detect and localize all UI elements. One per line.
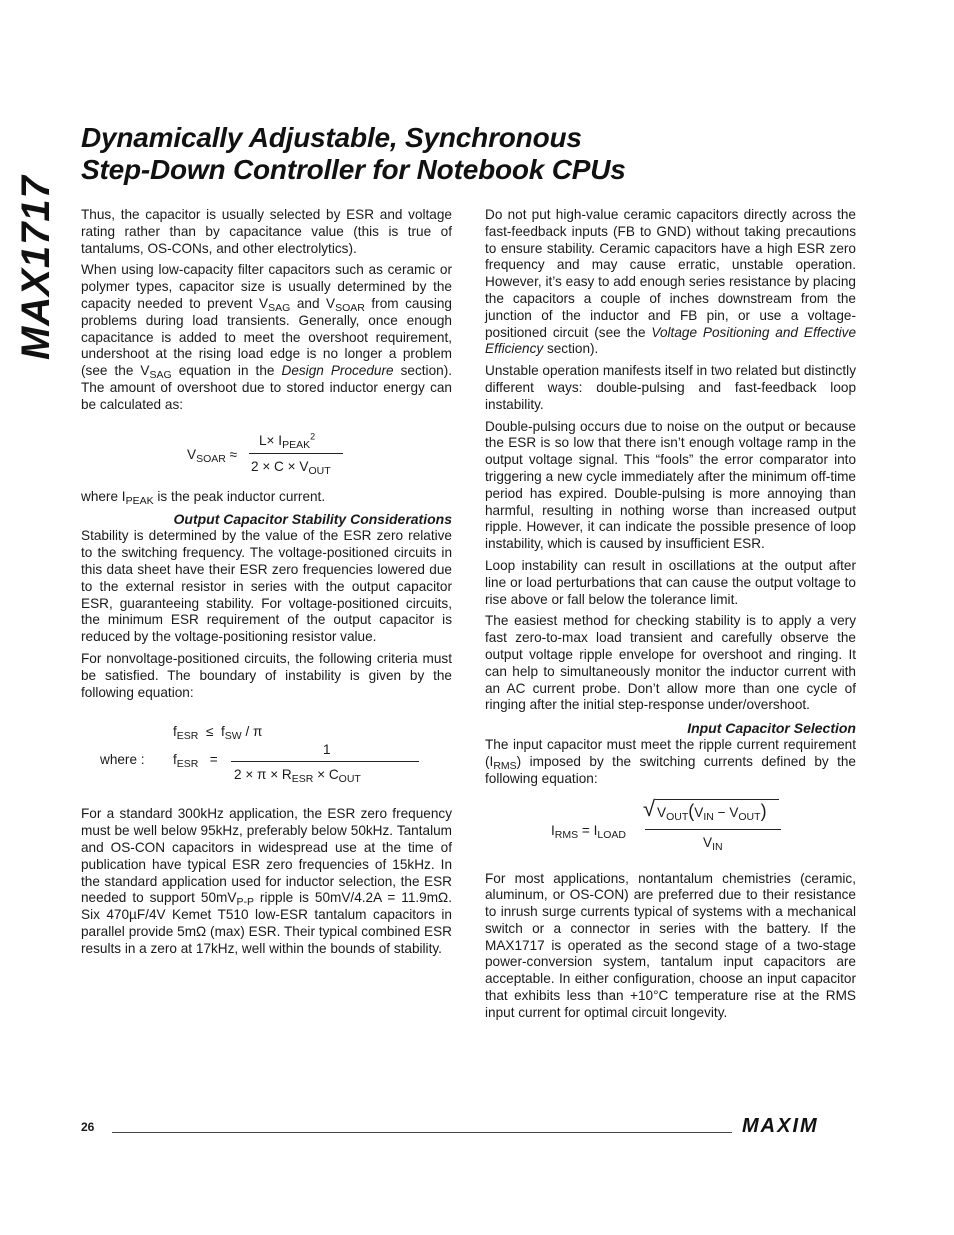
paragraph: Double-pulsing occurs due to noise on the output or because the ESR is so low that there isn’t enough voltage ramp in the output voltage signal. This “fools” the error comparator into triggering a new cycle immediately after the minimum off-time period has expired. Double-pulsing is more annoying than harmful, resulting in nothing worse than increased output ripple. However, it can indicate the possible presence of loop instability, which is caused by insufficient ESR.	[485, 418, 856, 552]
title-line-2: Step-Down Controller for Notebook CPUs	[81, 154, 626, 185]
paragraph: Thus, the capacitor is usually selected by ESR and voltage rating rather than by capacitance value (this is true of tantalums, OS-CONs, and other electrolytics).	[81, 207, 452, 256]
paragraph: The easiest method for checking stability is to apply a very fast zero-to-max load transient and carefully observe the output voltage ripple envelope for overshoot and ringing. It can help to simultaneously monitor the inductor current with an AC current probe. Don’t allow more than one cycle of ringing after the initial step-response under/overshoot.	[485, 613, 856, 713]
paragraph: For most applications, nontantalum chemistries (ceramic, aluminum, or OS-CON) are preferred due to their resistance to inrush surge currents typical of systems with a mechanical switch or a connector in series with the battery. If the MAX1717 is operated as the second stage of a two-stage power-conversion system, tantalum input capacitors are acceptable. In either configuration, choose an input capacitor that exhibits less than +10°C temperature rise at the RMS input current for optimal circuit longevity.	[485, 870, 856, 1020]
page-title	[81, 122, 861, 186]
paragraph: When using low-capacity filter capacitors such as ceramic or polymer types, capacitor size is usually determined by the capacity needed to prevent $V_{SAG}$ and $V_{SOAR}$ from causing problems during load transients. Generally, once enough capacitance is added to meet the overshoot requirement, undershoot at the rising load edge is no longer a problem (see the $V_{SAG}$ equation in the Design Procedure section). The amount of overshoot due to stored inductor energy can be calculated as:	[81, 262, 452, 412]
right-column	[485, 207, 856, 1027]
section-heading-input-capacitor: Input Capacitor Selection	[687, 720, 856, 737]
sqrt-icon: √	[643, 795, 656, 821]
paragraph: where $I_{PEAK}$ is the peak inductor current.	[81, 488, 326, 507]
paragraph: Unstable operation manifests itself in two related but distinctly different ways: double-pulsing and fast-feedback loop instability.	[485, 363, 856, 412]
side-part-number: MAX1717	[14, 175, 58, 360]
maxim-logo: MAXIM	[742, 1115, 819, 1137]
left-column	[81, 207, 452, 963]
section-heading-output-capacitor: Output Capacitor Stability Considerations	[173, 511, 452, 528]
equation-esr-stability: $f_{ESR} \le f_{SW} / \pi$ where : $f_{ESR}$ = 1 $2 \times \pi \times R_{ESR} \times C_{OUT}$	[81, 706, 452, 806]
paragraph: Loop instability can result in oscillations at the output after line or load perturbations that can cause the output voltage to rise above or fall below the tolerance limit.	[485, 557, 856, 607]
paragraph: The input capacitor must meet the ripple current requirement $(I_{RMS})$ imposed by the switching currents defined by the following equation:	[485, 737, 856, 786]
footer-rule	[112, 1132, 732, 1133]
paragraph: For a standard 300kHz application, the ESR zero frequency must be well below 95kHz, preferably below 50kHz. Tantalum and OS-CON capacitors in widespread use at the time of publication have typical ESR zero frequencies of 15kHz. In the standard application used for inductor selection, the ESR needed to support $50mV_{P-P}$ ripple is 50mV/4.2A = 11.9mΩ. Six 470µF/4V Kemet T510 low-ESR tantalum capacitors in parallel provide 5mΩ (max) ESR. Their typical combined ESR results in a zero at 17kHz, well within the bounds of stability.	[81, 806, 452, 956]
page-number: 26	[81, 1120, 95, 1134]
paragraph: For nonvoltage-positioned circuits, the following criteria must be satisfied. The boundary of instability is given by the following equation:	[81, 650, 452, 700]
equation-vsoar: $V_{SOAR}$ ≈ $L\times I_{PEAK}^2$ $2 \times C \times V_{OUT}$	[81, 419, 452, 489]
equation-irms: $I_{RMS} = I_{LOAD}$ √ $V_{OUT}(V_{IN} - V_{OUT})$ $V_{IN}$	[485, 793, 856, 871]
title-line-1: Dynamically Adjustable, Synchronous	[81, 122, 582, 153]
paragraph: Stability is determined by the value of the ESR zero relative to the switching frequency. The voltage-positioned circuits in this data sheet have their ESR zero frequencies lowered due to the external resistor in series with the output capacitor ESR, guaranteeing stability. For voltage-positioned circuits, the minimum ESR requirement of the output capacitor is reduced by the voltage-positioning resistor value.	[81, 528, 452, 645]
paragraph: Do not put high-value ceramic capacitors directly across the fast-feedback inputs (FB to GND) without taking precautions to ensure stability. Ceramic capacitors have a high ESR zero frequency and may cause erratic, unstable operation. However, it’s easy to add enough series resistance by placing the capacitors a couple of inches downstream from the junction of the inductor and FB pin, or use a voltage-positioned circuit (see the Voltage Positioning and Effective Efficiency section).	[485, 207, 857, 357]
